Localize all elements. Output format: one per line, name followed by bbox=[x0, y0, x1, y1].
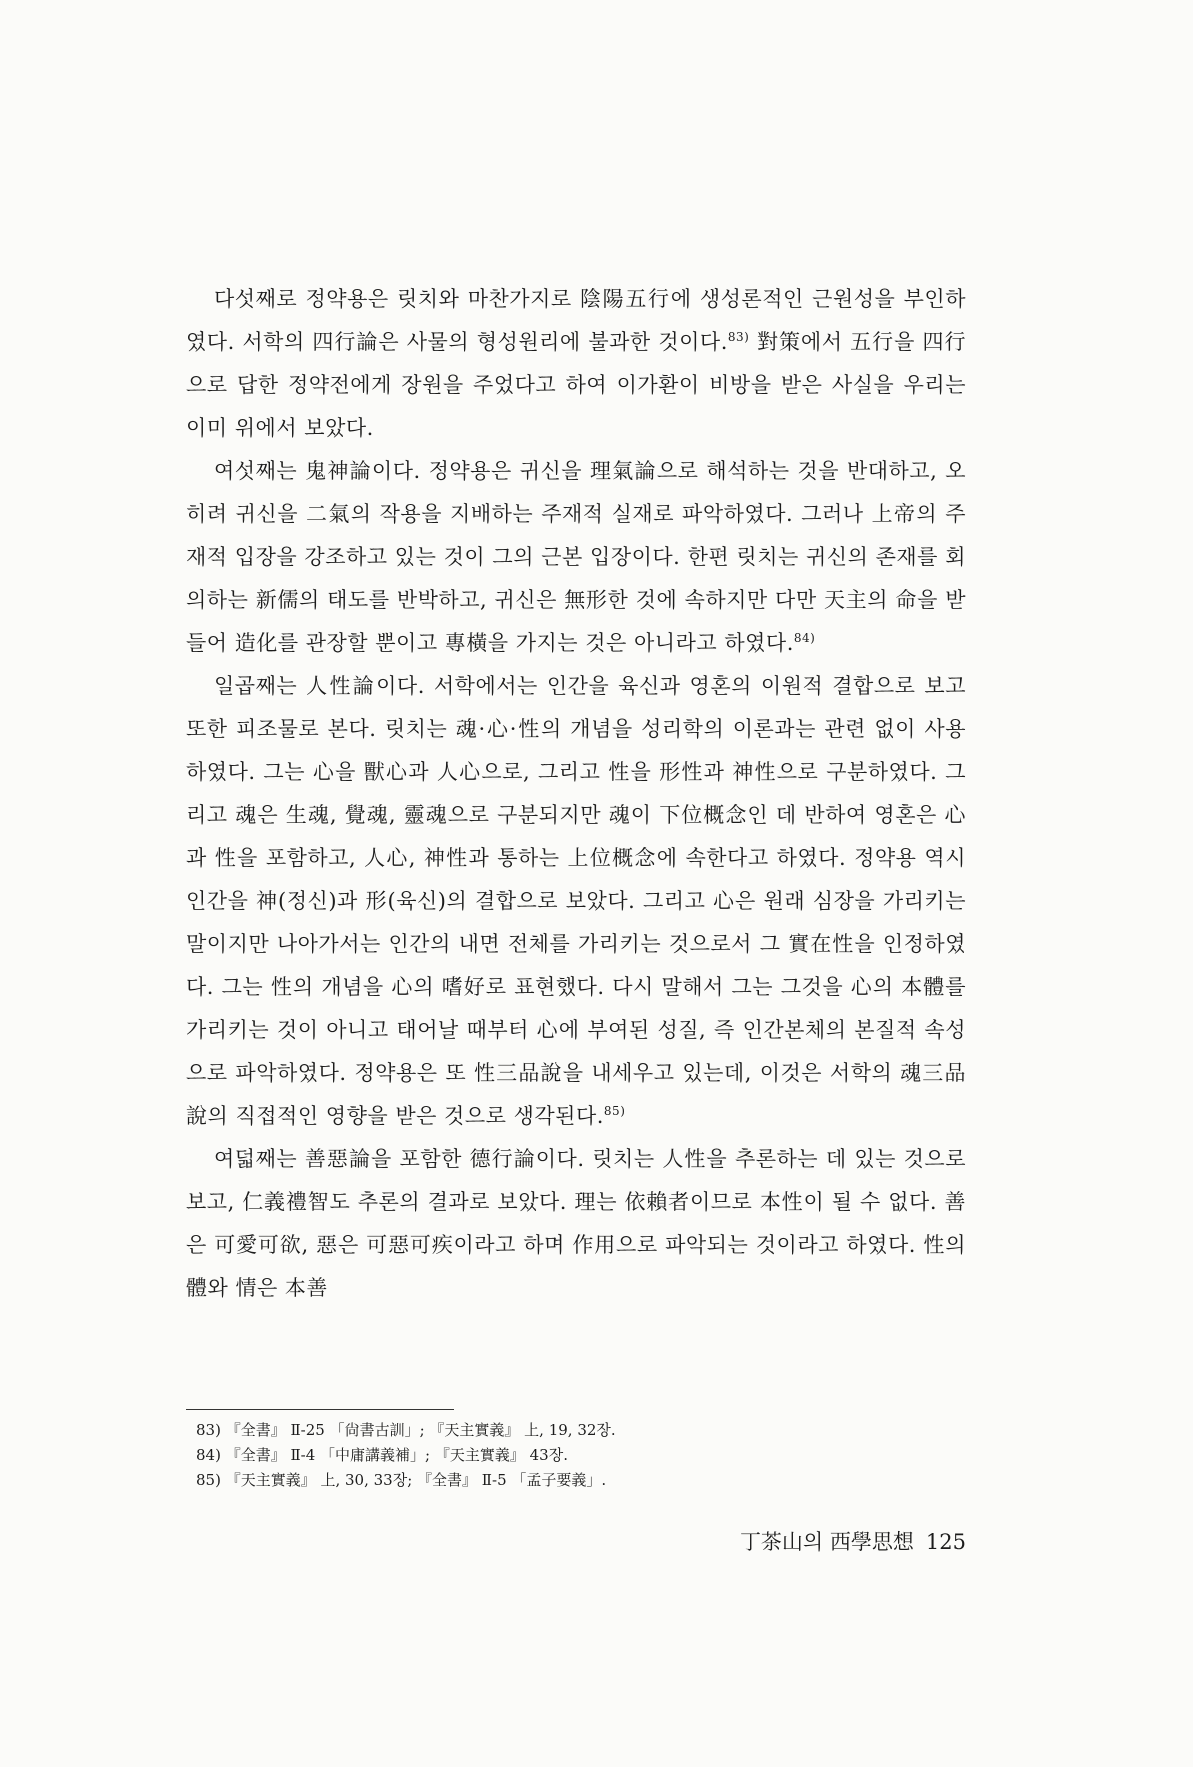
paragraph-3 bbox=[186, 665, 966, 1138]
paragraph-1 bbox=[186, 278, 966, 450]
paragraph-text: 일곱째는 人性論이다. 서학에서는 인간을 육신과 영혼의 이원적 결합으로 보고 또한 피조물로 본다. 릿치는 魂·心·性의 개념을 성리학의 이론과는 관련 없이 사용하였다. 그는 心을 獸心과 人心으로, 그리고 性을 形性과 神性으로 구분하였다. 그리고 魂은 生魂, 覺魂, 靈魂으로 구분되지만 魂이 下位概念인 데 반하여 영혼은 心과 性을 포함하고, 人心, 神性과 통하는 上位概念에 속한다고 하였다. 정약용 역시 인간을 神(정신)과 形(육신)의 결합으로 보았다. 그리고 心은 원래 심장을 가리키는 말이지만 나아가서는 인간의 내면 전체를 가리키는 것으로서 그 實在性을 인정하였다. 그는 性의 개념을 心의 嗜好로 표현했다. 다시 말해서 그는 그것을 心의 本體를 가리키는 것이 아니고 태어날 때부터 心에 부여된 성질, 즉 인간본체의 본질적 속성으로 파악하였다. 정약용은 또 性三品說을 내세우고 있는데, 이것은 서학의 魂三品說의 직접적인 영향을 받은 것으로 생각된다. bbox=[186, 674, 966, 1128]
running-footer bbox=[700, 1527, 966, 1557]
footnote-divider bbox=[186, 1409, 454, 1410]
paragraph-text: 다섯째로 정약용은 릿치와 마찬가지로 陰陽五行에 생성론적인 근원성을 부인하였다. 서학의 四行論은 사물의 형성원리에 불과한 것이다. bbox=[186, 287, 966, 354]
main-text bbox=[186, 278, 966, 1310]
footnote-83: 83) 『全書』 Ⅱ-25 「尙書古訓」; 『天主實義』 上, 19, 32장. bbox=[196, 1421, 616, 1439]
footnotes bbox=[186, 1418, 966, 1493]
footnote-reference[interactable]: 83) bbox=[727, 330, 750, 344]
paragraph-text: 여섯째는 鬼神論이다. 정약용은 귀신을 理氣論으로 해석하는 것을 반대하고, 오히려 귀신을 二氣의 작용을 지배하는 주재적 실재로 파악하였다. 그러나 上帝의 주재적 입장을 강조하고 있는 것이 그의 근본 입장이다. 한편 릿치는 귀신의 존재를 회의하는 新儒의 태도를 반박하고, 귀신은 無形한 것에 속하지만 다만 天主의 命을 받들어 造化를 관장할 뿐이고 專橫을 가지는 것은 아니라고 하였다. bbox=[186, 459, 966, 655]
paragraph-2 bbox=[186, 450, 966, 665]
footnote-85: 85) 『天主實義』 上, 30, 33장; 『全書』 Ⅱ-5 「孟子要義」. bbox=[196, 1471, 607, 1489]
footnote-reference[interactable]: 84) bbox=[793, 631, 816, 645]
paragraph-text-tail: 對策에서 五行을 四行으로 답한 정약전에게 장원을 주었다고 하여 이가환이 비방을 받은 사실을 우리는 이미 위에서 보았다. bbox=[186, 330, 966, 440]
footnote-84: 84) 『全書』 Ⅱ-4 「中庸講義補」; 『天主實義』 43장. bbox=[196, 1446, 568, 1464]
page-number: 125 bbox=[925, 1530, 966, 1554]
paragraph-4 bbox=[186, 1138, 966, 1310]
paragraph-text: 여덟째는 善惡論을 포함한 德行論이다. 릿치는 人性을 추론하는 데 있는 것으로 보고, 仁義禮智도 추론의 결과로 보았다. 理는 依賴者이므로 本性이 될 수 없다. 善은 可愛可欲, 惡은 可惡可疾이라고 하며 作用으로 파악되는 것이라고 하였다. 性의 體와 情은 本善 bbox=[186, 1147, 966, 1300]
running-title: 丁茶山의 西學思想 bbox=[739, 1530, 914, 1554]
footnote-reference[interactable]: 85) bbox=[603, 1104, 626, 1118]
